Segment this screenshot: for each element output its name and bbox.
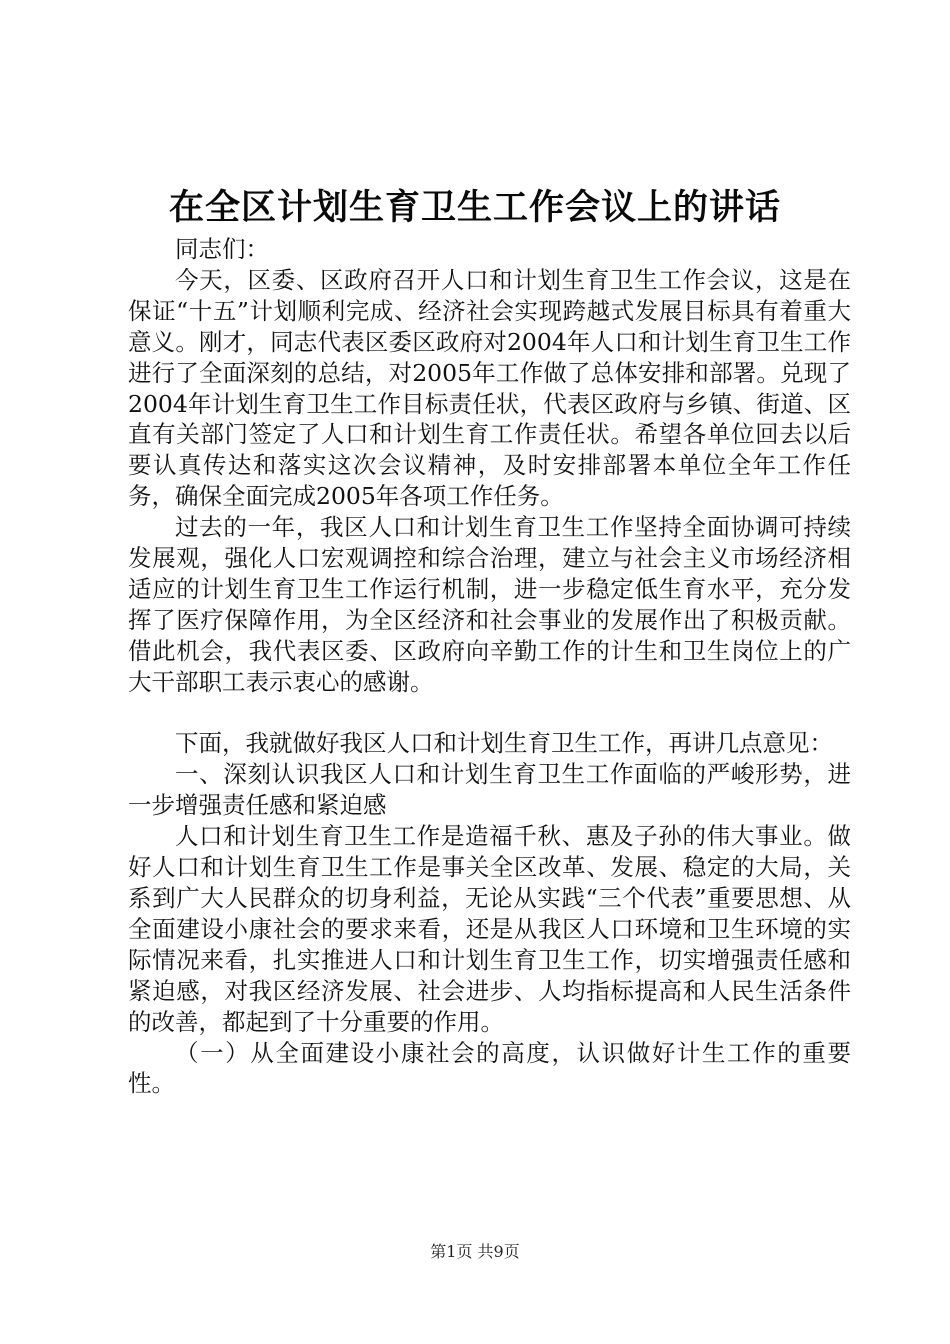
paragraph-opening: 今天，区委、区政府召开人口和计划生育卫生工作会议，这是在保证“十五”计划顺利完成、经济社会实现跨越式发展目标具有着重大意义。刚才，同志代表区委区政府对2004年人口和计划生育卫生工作进行了全面深刻的总结，对2005年工作做了总体安排和部署。兑现了2004年计划生育卫生工作目标责任状，代表区政府与乡镇、街道、区直有关部门签定了人口和计划生育工作责任状。希望各单位回去以后要认真传达和落实这次会议精神，及时安排部署本单位全年工作任务，确保全面完成2005年各项工作任务。 xyxy=(128,265,851,511)
greeting: 同志们： xyxy=(175,235,269,263)
document-title: 在全区计划生育卫生工作会议上的讲话 xyxy=(168,187,781,228)
document-body xyxy=(128,234,851,1099)
section-heading-1: 一、深刻认识我区人口和计划生育卫生工作面临的严峻形势，进一步增强责任感和紧迫感 xyxy=(128,760,851,820)
paragraph-review: 过去的一年，我区人口和计划生育卫生工作坚持全面协调可持续发展观，强化人口宏观调控和综合治理，建立与社会主义市场经济相适应的计划生育卫生工作运行机制，进一步稳定低生育水平，充分发挥了医疗保障作用，为全区经济和社会事业的发展作出了积极贡献。借此机会，我代表区委、区政府向辛勤工作的计生和卫生岗位上的广大干部职工表示衷心的感谢。 xyxy=(128,513,851,696)
paragraph-intro-points: 下面，我就做好我区人口和计划生育卫生工作，再讲几点意见： xyxy=(175,729,833,758)
subsection-heading-1: （一）从全面建设小康社会的高度，认识做好计生工作的重要性。 xyxy=(128,1038,851,1098)
paragraph-spacer xyxy=(128,698,851,729)
page-footer: 第1页 共9页 xyxy=(430,1242,520,1261)
paragraph-significance: 人口和计划生育卫生工作是造福千秋、惠及子孙的伟大事业。做好人口和计划生育卫生工作是事关全区改革、发展、稳定的大局，关系到广大人民群众的切身利益，无论从实践“三个代表”重要思想、从全面建设小康社会的要求来看，还是从我区人口环境和卫生环境的实际情况来看，扎实推进人口和计划生育卫生工作，切实增强责任感和紧迫感，对我区经济发展、社会进步、人均指标提高和人民生活条件的改善，都起到了十分重要的作用。 xyxy=(128,822,851,1036)
